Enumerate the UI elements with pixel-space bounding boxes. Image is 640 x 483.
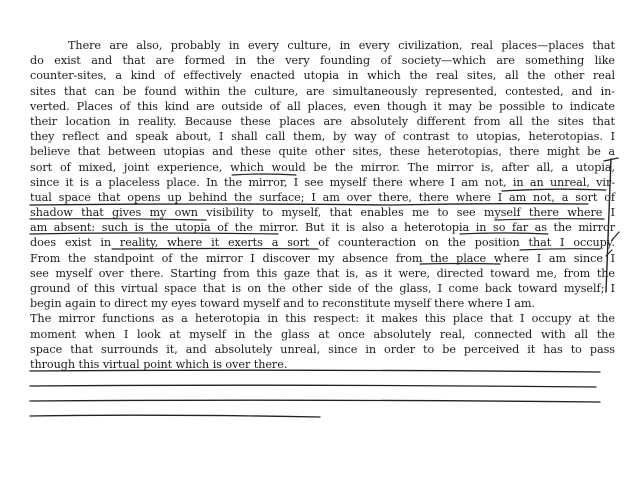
text-line: There are also, probably in every culture, in every civilization, real places—places that	[68, 39, 615, 52]
text-line: moment when I look at myself in the glass at once absolutely real, connected with all the	[30, 327, 615, 341]
text-line: do exist and that are formed in the very founding of society—which are something like	[30, 54, 615, 68]
paragraph	[30, 38, 615, 372]
text-line: through this virtual point which is over there.	[30, 357, 288, 371]
text-line: sort of mixed, joint experience, which would be the mirror. The mirror is, after all, a utopia,	[30, 160, 615, 174]
text-line: does exist in reality, where it exerts a sort of counteraction on the position that I occupy.	[30, 236, 615, 250]
text-line: begin again to direct my eyes toward myself and to reconstitute myself there where I am.	[30, 297, 535, 311]
text-line: tual space that opens up behind the surface; I am over there, there where I am not, a sort of	[30, 190, 615, 204]
text-line: space that surrounds it, and absolutely unreal, since in order to be perceived it has to pass	[30, 342, 615, 356]
text-line: since it is a placeless place. In the mirror, I see myself there where I am not, in an unreal, vir-	[30, 175, 615, 189]
text-line: their location in reality. Because these places are absolutely different from all the sites that	[30, 114, 615, 128]
text-line: The mirror functions as a heterotopia in this respect: it makes this place that I occupy at the	[30, 312, 615, 326]
text-line: believe that between utopias and these quite other sites, these heterotopias, there might be a	[30, 145, 615, 159]
text-line: am absent: such is the utopia of the mirror. But it is also a heterotopia in so far as the mirror	[30, 221, 615, 235]
underline-mark	[30, 415, 320, 417]
text-line: counter-sites, a kind of effectively enacted utopia in which the real sites, all the other real	[30, 69, 615, 83]
text-line: sites that can be found within the culture, are simultaneously represented, contested, and in-	[30, 84, 615, 98]
underline-mark	[30, 385, 596, 387]
underline-mark	[30, 400, 600, 402]
text-line: see myself over there. Starting from this gaze that is, as it were, directed toward me, from the	[30, 266, 615, 280]
text-line: they reflect and speak about, I shall call them, by way of contrast to utopias, heterotopias. I	[30, 130, 615, 144]
text-line: verted. Places of this kind are outside of all places, even though it may be possible to indicate	[30, 99, 615, 113]
text-line: shadow that gives my own visibility to myself, that enables me to see myself there where I	[30, 206, 615, 220]
text-line: From the standpoint of the mirror I discover my absence from the place where I am since I	[30, 251, 615, 265]
text-line: ground of this virtual space that is on the other side of the glass, I come back toward myself; I	[30, 282, 615, 295]
